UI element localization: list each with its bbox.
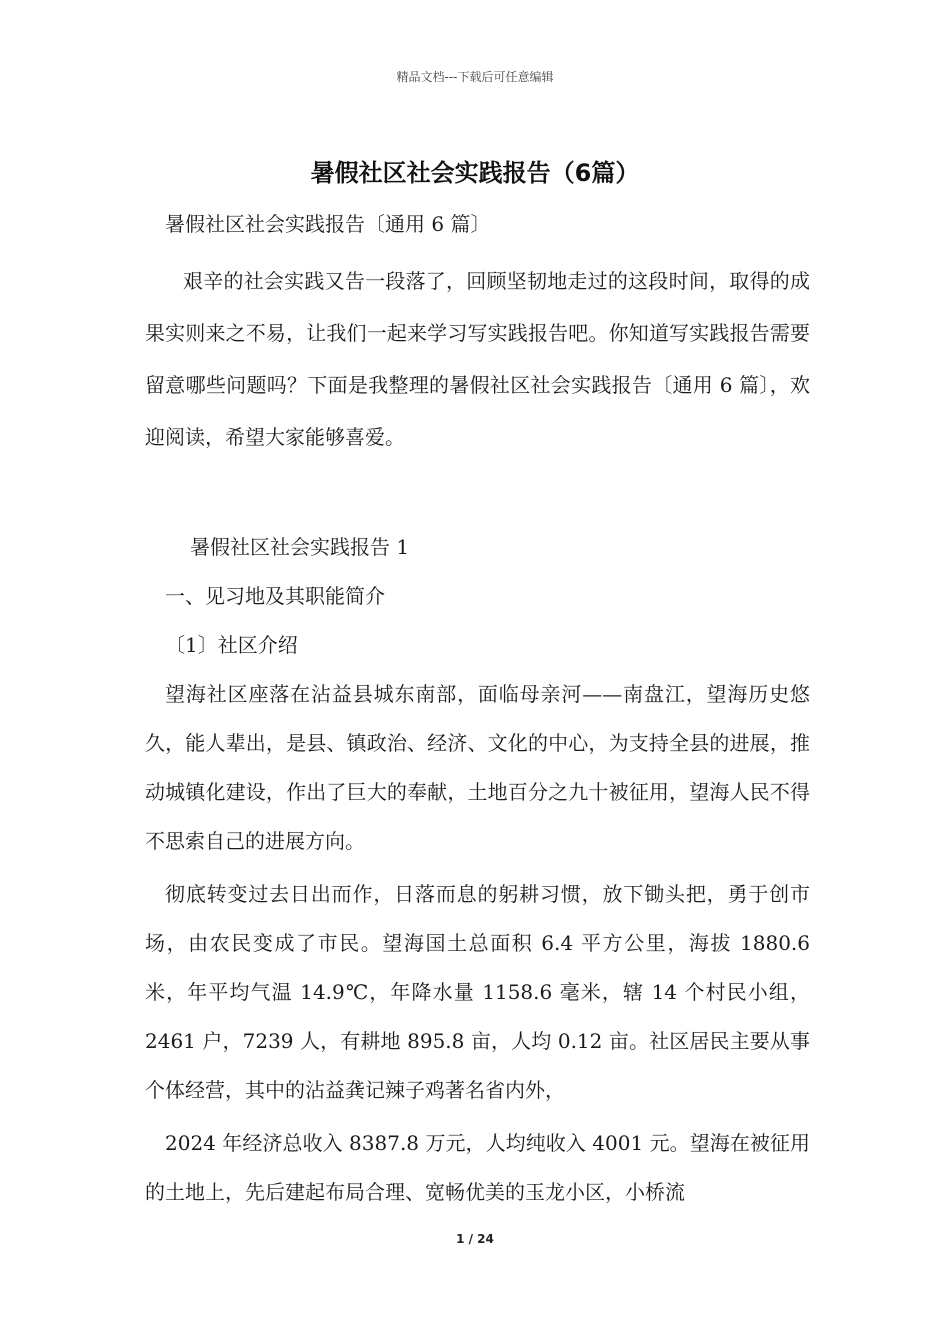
page-header: 精品文档---下载后可任意编辑: [396, 70, 554, 84]
heading-level-2: 〔1〕社区介绍: [165, 633, 298, 657]
document-title: 暑假社区社会实践报告（6篇）: [310, 159, 640, 187]
document-subtitle: 暑假社区社会实践报告〔通用 6 篇〕: [165, 212, 491, 236]
body-paragraph: 彻底转变过去日出而作，日落而息的躬耕习惯，放下锄头把，勇于创市场，由农民变成了市民。望海国土总面积 6.4 平方公里，海拔 1880.6 米，年平均气温 14.9℃，年降水量 1158.6 毫米，辖 14 个村民小组，2461 户，7239 人，有耕地 895.8 亩，人均 0.12 亩。社区居民主要从事个体经营，其中的沾益龚记辣子鸡著名省内外，: [145, 882, 810, 1102]
heading-level-1: 一、见习地及其职能简介: [165, 584, 385, 608]
intro-paragraph: 艰辛的社会实践又告一段落了，回顾坚韧地走过的这段时间，取得的成果实则来之不易，让我们一起来学习写实践报告吧。你知道写实践报告需要留意哪些问题吗？下面是我整理的暑假社区社会实践报告〔通用 6 篇〕，欢迎阅读，希望大家能够喜爱。: [145, 269, 810, 449]
body-paragraph: 望海社区座落在沾益县城东南部，面临母亲河——南盘江，望海历史悠久，能人辈出，是县、镇政治、经济、文化的中心，为支持全县的进展，推动城镇化建设，作出了巨大的奉献，土地百分之九十被征用，望海人民不得不思索自己的进展方向。: [145, 682, 810, 853]
document-body: [145, 200, 810, 1217]
body-paragraph: 2024 年经济总收入 8387.8 万元，人均纯收入 4001 元。望海在被征用的土地上，先后建起布局合理、宽畅优美的玉龙小区，小桥流: [145, 1131, 810, 1204]
page-number: 1 / 24: [456, 1232, 494, 1246]
section-title: 暑假社区社会实践报告 1: [190, 535, 410, 559]
